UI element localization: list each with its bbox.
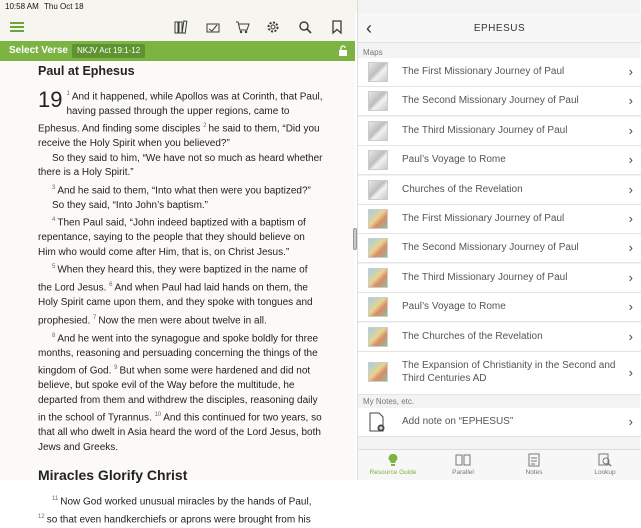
- map-title: The Third Missionary Journey of Paul: [402, 271, 568, 283]
- map-thumbnail: [368, 297, 388, 317]
- reader-toolbar: [0, 13, 355, 41]
- verse-number[interactable]: 3: [52, 184, 56, 191]
- maps-section-header: Maps: [363, 48, 383, 57]
- map-title: The Churches of the Revelation: [402, 330, 543, 342]
- verse-number[interactable]: 10: [154, 412, 162, 419]
- map-title: The First Missionary Journey of Paul: [402, 66, 565, 77]
- section-heading: Paul at Ephesus: [38, 64, 135, 78]
- select-verse-label[interactable]: Select Verse: [9, 45, 68, 56]
- status-bar: [0, 0, 640, 13]
- verse-number[interactable]: 7: [93, 314, 97, 321]
- chevron-right-icon: ›: [628, 181, 633, 197]
- chevron-right-icon: ›: [628, 299, 633, 315]
- verse-number[interactable]: 9: [114, 365, 118, 372]
- map-row[interactable]: [358, 234, 641, 263]
- verse-paragraph: [38, 199, 323, 214]
- map-thumbnail: [368, 327, 388, 347]
- map-thumbnail: [368, 180, 388, 200]
- map-thumbnail: [368, 238, 388, 258]
- chevron-right-icon: ›: [628, 240, 633, 256]
- chevron-right-icon: ›: [628, 328, 633, 344]
- map-thumbnail: [368, 150, 388, 170]
- panel-title: EPHESUS: [473, 23, 526, 34]
- tab-label: Resource Guide: [369, 469, 417, 476]
- verse-number[interactable]: 2: [203, 123, 207, 130]
- add-note-label: Add note on “EPHESUS”: [402, 416, 514, 427]
- add-note-row[interactable]: [358, 408, 641, 437]
- search-icon[interactable]: [296, 18, 314, 36]
- map-title: Paul’s Voyage to Rome: [402, 154, 506, 166]
- map-title: Paul’s Voyage to Rome: [402, 301, 506, 313]
- verse-number[interactable]: 1: [66, 90, 70, 97]
- section-heading: Miracles Glorify Christ: [38, 466, 188, 483]
- reference-badge[interactable]: NKJV Act 19:1-12: [72, 44, 145, 58]
- reading-plan-icon[interactable]: [204, 18, 222, 36]
- parallel-icon: [455, 453, 471, 467]
- cart-icon[interactable]: [233, 18, 251, 36]
- verse-text[interactable]: When they heard this, they were baptized in the name of the Lord Jesus.: [38, 264, 308, 294]
- map-title: The Third Missionary Journey of Paul: [402, 124, 568, 136]
- chevron-right-icon: ›: [628, 414, 633, 429]
- notes-section-header: My Notes, etc.: [363, 397, 415, 406]
- chevron-right-icon: ›: [628, 93, 633, 109]
- verse-text[interactable]: So they said to him, “We have not so much as heard whether there is a Holy Spirit.”: [38, 152, 323, 179]
- tab-label: Parallel: [452, 469, 474, 476]
- tab-resource-guide[interactable]: [358, 453, 428, 476]
- verse-text[interactable]: Now the men were about twelve in all.: [98, 315, 267, 327]
- verse-text[interactable]: Now God worked unusual miracles by the hands of Paul,: [60, 496, 312, 508]
- verse-paragraph: [38, 492, 323, 510]
- verse-paragraph: [38, 260, 323, 328]
- verse-paragraph: [38, 152, 323, 181]
- bible-text: [38, 61, 323, 528]
- verse-paragraph: [38, 181, 323, 199]
- map-title: The First Missionary Journey of Paul: [402, 213, 565, 224]
- verse-number[interactable]: 5: [52, 264, 56, 271]
- resource-guide-pane: [357, 13, 640, 480]
- verse-text[interactable]: But when some were hardened and did not believe, but spoke evil of the Way before the multitude, he departed from them and withdrew the disciples, reasoning daily in the school of Tyrannus.: [38, 365, 318, 424]
- verse-text[interactable]: And when Paul had laid hands on them, the Holy Spirit came upon them, and they spoke with tongues and prophesied.: [38, 282, 313, 327]
- menu-icon[interactable]: [8, 18, 26, 36]
- bookmark-icon[interactable]: [328, 18, 346, 36]
- resource-guide-icon: [385, 453, 401, 467]
- map-row[interactable]: [358, 146, 641, 175]
- verse-text[interactable]: he said to them, “Did you receive the Holy Spirit when you believed?”: [38, 123, 320, 150]
- chevron-right-icon: ›: [628, 211, 633, 226]
- map-row[interactable]: [358, 87, 641, 116]
- map-thumbnail: [368, 209, 388, 229]
- map-row[interactable]: [358, 117, 641, 146]
- verse-text[interactable]: So they said, “Into John’s baptism.”: [52, 199, 209, 211]
- verse-text[interactable]: And it happened, while Apollos was at Corinth, that Paul, having passed through the upper regions, came to Ephesus. And finding some disciples: [38, 90, 323, 135]
- verse-number[interactable]: 4: [52, 217, 56, 224]
- chapter-number: 19: [38, 86, 63, 112]
- bottom-tab-bar: [358, 449, 641, 480]
- back-chevron-icon[interactable]: ‹: [366, 18, 372, 38]
- verse-number[interactable]: 6: [109, 282, 113, 289]
- tab-parallel[interactable]: [428, 453, 498, 476]
- map-title: Churches of the Revelation: [402, 183, 523, 195]
- map-row[interactable]: [358, 293, 641, 322]
- chevron-right-icon: ›: [628, 64, 633, 79]
- tab-notes[interactable]: [499, 453, 569, 476]
- add-note-icon: [368, 412, 388, 432]
- map-row[interactable]: [358, 352, 641, 395]
- map-thumbnail: [368, 121, 388, 141]
- tab-lookup[interactable]: [570, 453, 640, 476]
- settings-icon[interactable]: [264, 18, 282, 36]
- verse-number[interactable]: 11: [52, 496, 59, 503]
- verse-text[interactable]: And he said to them, “Into what then were you baptized?”: [57, 185, 311, 197]
- verse-paragraph: [38, 510, 323, 528]
- lock-icon[interactable]: [337, 44, 349, 56]
- notes-icon: [526, 453, 542, 467]
- map-title: The Second Missionary Journey of Paul: [402, 95, 579, 107]
- verse-paragraph: [38, 87, 323, 152]
- lookup-icon: [597, 453, 613, 467]
- verse-selection-bar: [0, 41, 355, 61]
- verse-paragraph: [38, 213, 323, 260]
- chevron-right-icon: ›: [628, 152, 633, 168]
- map-row[interactable]: [358, 323, 641, 352]
- verse-text[interactable]: And this continued for two years, so that all who dwelt in Asia heard the word of the Lord Jesus, both Jews and Greeks.: [38, 412, 322, 453]
- verse-paragraph: [38, 329, 323, 456]
- verse-text[interactable]: And he went into the synagogue and spoke boldly for three months, reasoning and persuading concerning the things of the kingdom of God.: [38, 333, 319, 377]
- verse-number[interactable]: 12: [38, 514, 45, 521]
- tab-label: Lookup: [594, 469, 616, 476]
- map-thumbnail: [368, 91, 388, 111]
- map-row[interactable]: [358, 205, 641, 234]
- map-title: The Second Missionary Journey of Paul: [402, 242, 579, 254]
- map-title: The Expansion of Christianity in the Second and Third Centuries AD: [402, 360, 616, 384]
- status-date: Thu Oct 18: [44, 2, 84, 11]
- chevron-right-icon: ›: [628, 122, 633, 138]
- chevron-right-icon: ›: [628, 269, 633, 285]
- bible-reader-pane: [0, 13, 355, 526]
- map-row[interactable]: [358, 58, 641, 87]
- status-time: 10:58 AM: [5, 2, 39, 11]
- library-icon[interactable]: [172, 18, 190, 36]
- map-thumbnail: [368, 62, 388, 82]
- chevron-right-icon: ›: [628, 365, 633, 380]
- map-thumbnail: [368, 268, 388, 288]
- verse-text[interactable]: Then Paul said, “John indeed baptized with a baptism of repentance, saying to the people that they should believe on Him who would come after Him, that is, on Christ Jesus.”: [38, 217, 306, 258]
- map-row[interactable]: [358, 176, 641, 205]
- tab-label: Notes: [525, 469, 543, 476]
- map-thumbnail: [368, 362, 388, 382]
- map-row[interactable]: [358, 264, 641, 293]
- verse-text[interactable]: so that even handkerchiefs or aprons were brought from his: [46, 514, 311, 526]
- panel-header: [358, 13, 641, 43]
- verse-number[interactable]: 8: [52, 332, 56, 339]
